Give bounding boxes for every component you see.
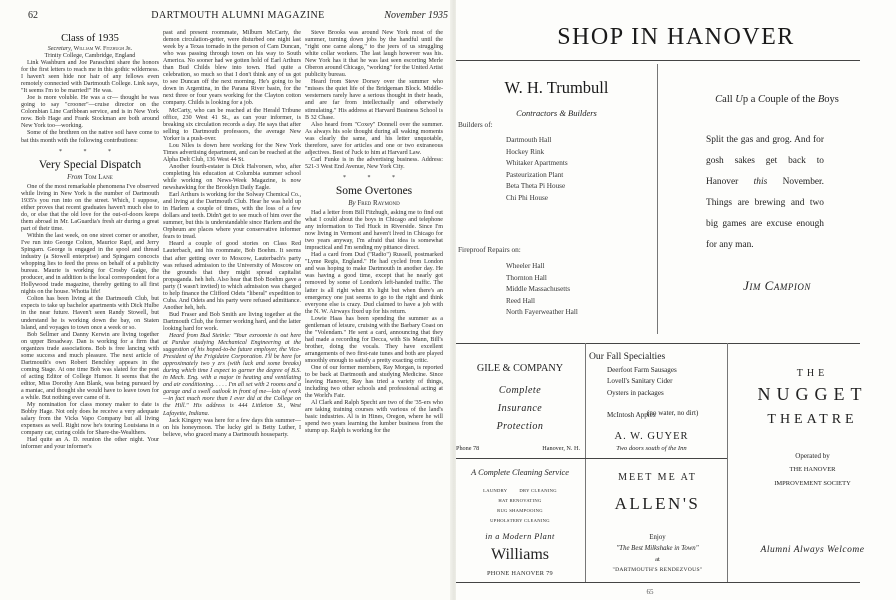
list-item: Reed Hall (506, 296, 535, 305)
list-item: Chi Phi House (506, 193, 548, 202)
list-item: North Fayerweather Hall (506, 308, 578, 317)
paragraph: My nomination for class money maker to date is Bobby Hage. Not only does he receive a very adequate salary from the Vicks Vapo Company but all living expenses as well. Right now he's touring Louisiana in a company car, curing colds for Share-the-Wealthers. (21, 402, 159, 437)
theatre-name-line1: THE (796, 368, 829, 379)
page-number-right: 65 (646, 588, 654, 596)
enjoy-label: Enjoy (649, 534, 666, 541)
byline-author: Tom Lane (84, 172, 113, 181)
page-number-left: 62 (28, 10, 38, 21)
builders-list (506, 135, 568, 205)
article-title: Some Overtones (335, 184, 413, 197)
advertisement-heading: MEET ME AT (618, 472, 697, 483)
advertisement-heading: A Complete Cleaning Service (471, 468, 569, 477)
allens-advertisement (590, 462, 725, 582)
service-item: UPHOLSTERY CLEANING (490, 518, 550, 523)
issue-date: November 1935 (384, 10, 448, 21)
list-item: Beta Theta Pi House (506, 182, 566, 191)
paragraph: Some of the brethren on the native soil have come to bat this month with the following contributions: (21, 130, 159, 144)
paragraph: Heard a couple of good stories on Class Red Lauterbach, and his roommate, Bob Boehm. It seems that after getting over to Moscow, Lauterbach's party was refused admission to the University of Moscow on the grounds that they might spread capitalist propaganda. heh heh. Also hear that Bob Boehm gave a party (I wasn't invited) to which admission was charged to help finance the Clifford Odets "liberal" expedition to Cuba. And Odets and his party were refused admittance. Another heh, heh. (163, 241, 301, 311)
advertising-page-title: SHOP IN HANOVER (557, 24, 795, 50)
paragraph: Bob Sellmer and Danny Kerwin are living together on upper Broadway. Dan is working for a firm that organizes trade associations. Bob is free lancing with some success and much pleasure. The next article of Dartmouth's own Robert Benchley appears in the coming Stage. At one time Bob was slated for the post of acting Editor of College Humor. It seems that the editor, Miss Dorothy Ann Blank, was being pursued by a maniac, and thought she would have to leave town for a while. But nothing ever came of it. (21, 331, 159, 402)
byline-prefix: From (67, 172, 83, 181)
list-item: McIntosh Apples (607, 411, 656, 420)
paragraph: Colton has been living at the Dartmouth Club, but expects to take up bachelor apartments with Dick Hulbe in the near future. Haven't seen Randy Stowell, but understand he is working down the bay, on Staten Island, and voyages to town once a week or so. (21, 296, 159, 331)
paragraph: Lou Niles is down here working for the New York Times advertising department, and can be reached at the Alpha Delt Club, 136 West 44 St. (163, 142, 301, 163)
rendezvous-label: "DARTMOUTH'S RENDEZVOUS" (612, 567, 703, 573)
list-item: Middle Massachusetts (506, 285, 571, 294)
list-item: Whitaker Apartments (506, 159, 568, 168)
phone-number: Phone 78 (456, 445, 480, 452)
article-title: Very Special Dispatch (38, 158, 142, 171)
article-byline (305, 199, 443, 208)
paragraph: Al Clark and Ralph Specht are two of the '35-ers who are taking training courses with various of the land's basic industries. Al is in Hines, Oregon, where he will spend two years learning the lumber business from the stump up. Ralph is working for the (305, 400, 443, 435)
operator-line2: IMPROVEMENT SOCIETY (774, 480, 851, 487)
advertisement-subheading: in a Modern Plant (485, 532, 555, 541)
list-item: Dartmouth Hall (506, 136, 552, 144)
theatre-name-line2: NUGGET (757, 384, 868, 404)
byline-prefix: By (348, 198, 356, 207)
section-divider-stars: * * * (343, 174, 405, 181)
trumbull-advertisement (456, 64, 657, 332)
at-label: at (655, 556, 660, 563)
article-column-2 (163, 30, 301, 439)
paragraph: Joe is more voluble. He was a cr— thought he was going to say "crooner"—cruise director on the Colombian Line Caribbean service, and is in New York now. Bob Hage and Frank Stockman are both around New York too—working. (21, 95, 159, 130)
article-column-1 (21, 30, 159, 451)
paragraph: Bud Fraser and Bob Smith are living together at the Dartmouth Club, the former working hard, and the latter looking hard for work. (163, 311, 301, 332)
advertisement-body (706, 130, 824, 256)
advertisement-headline (658, 94, 896, 105)
paragraph: Another fourth-estater is Dick Halvorsen, who, after completing his education at Columbia summer school while working on News-Week Magazine, is now newshawking for the Brooklyn Daily Eagle. (163, 163, 301, 192)
oysters-note: (no water, no dirt) (647, 409, 699, 417)
paragraph: Had a card from Dud ("Radio") Russell, postmarked "Lyme Regis, England." He had cycled from London and was hoping to make Dartmouth in another day. He was having a good time, except that he nearly got removed by some of London's left-handed traffic. The latter is all right when it's light but when there's an emergency one just seems to go to the right and think everyone else is crazy. Dud claimed to have a job with the N. W. Airways fixed up for his return. (305, 252, 443, 315)
guyer-advertisement (589, 347, 729, 455)
list-item: Wheeler Hall (506, 262, 545, 270)
phone-number: PHONE HANOVER 79 (486, 570, 554, 577)
repairs-list (506, 261, 578, 319)
list-item: Pasteurization Plant (506, 170, 564, 179)
theatre-name-line3: THEATRE (767, 412, 858, 427)
headline-text: all (722, 94, 736, 105)
paragraph: Also heard from "Coxey" Donnell over the summer. As always his sole thought during all waking moments was clearly the same, and his letter unquotable, therefore, save for articles and one or two extraneous adjectives. Best of l'uck to him at Harvard Law. (305, 121, 443, 156)
paragraph: past and present roommate, Milburn McCarty, the demon circulation-getter, were disturbed one night last week by a Texas tornado in the person of Cam Duncan, who was passing through town on his way to South America. No sooner had we gotten hold of Earl Arthurs than Bud Childs blew into town. Had quite a celebration, so much so that I don't think any of us got to see Duncan off the next morning. He's going to be down in Argentina, in the Parana River basin, for the next three or four years working for the Clayton cotton company. Childs is looking for a job. (163, 30, 301, 107)
section-title: Class of 1935 (61, 33, 119, 44)
headline-cap: C (758, 94, 766, 105)
paragraph: Jack Kingery was here for a few days this summer—on his honeymoon. The lucky girl is Betty Luther, I believe, who graced many a Dartmouth houseparty. (163, 417, 301, 438)
secretary-name: William W. Fitzhugh Jr. (73, 46, 133, 52)
gile-advertisement (456, 347, 584, 452)
service-item: LAUNDRY (483, 488, 508, 493)
tagline: Alumni Always Welcome (760, 545, 865, 555)
paragraph: One of our former members, Ray Morgan, is reported to be back at Dartmouth and studying Medicine. Since leaving Hanover, Ray has tried a variety of things, including two other schools and professional acting at the World's Fair. (305, 365, 443, 400)
horizontal-rule (456, 458, 727, 459)
operator-line1: THE HANOVER (789, 466, 836, 473)
secretary-label: Secretary, (47, 46, 73, 52)
magazine-title: DARTMOUTH ALUMNI MAGAZINE (151, 10, 325, 21)
list-item: Oysters in packages (607, 388, 664, 397)
paragraph: Had a letter from Bill Fitzhugh, asking me to find out what I could about the boys in Chicago and telephone any information to Ted Huck in Riverside. Since I'm now living in Vermont and haven't lived in Chicago for two years anyway, I'm afraid that idea is somewhat impractical and I'm sending my pittance direct. (305, 209, 443, 252)
williams-advertisement (456, 462, 584, 582)
paragraph: Had quite an A. D. reunion the other night. Your informer and your informer's (21, 437, 159, 451)
campion-advertisement (658, 64, 896, 332)
services-row (456, 488, 584, 493)
list-item: Thornton Hall (506, 273, 547, 282)
byline-author: Fred Raymond (357, 198, 400, 207)
nugget-theatre-advertisement (729, 340, 896, 590)
paragraph: McCarty, who can be reached at the Herald Tribune office, 230 West 41 St., as can your informer, is breaking six circulation records a day. He says that after selling to Dartmouth professors, the average New Yorker is a push-over. (163, 107, 301, 142)
section-divider-stars: * * * (59, 148, 121, 155)
operated-by-label: Operated by (795, 452, 830, 460)
paragraph: Lowie Haas has been spending the summer as a gentleman of leisure, cruising with the Barbary Coast on the "Volendam." He sent a card, announcing that they had made a recording for Decca, with Sis Mann, Bill's brother, doing the vocals. They have excellent arrangements of two first-rate tunes and both are played smoothly enough to satisfy a pretty exacting critic. (305, 315, 443, 364)
list-item: Lovell's Sanitary Cider (607, 377, 673, 386)
secretary-line (21, 46, 159, 53)
advertiser-signature: Jim Campion (743, 278, 811, 293)
advertiser-tagline: Contractors & Builders (516, 108, 597, 118)
paragraph: Heard from Bud Steinle: "Your exroomie is out here at Purdue studying Mechanical Engineering at the suggestion of his hoped-to-be future employer, the Vice-President of the Frigidaire Corporation. I'll be here for approximately two y zrs (with luck and some breaks) during which time I expect to garner the degree of B.S. in Mech. Eng. with a major in heating and ventilating and air conditioning. . . . . I'm all set with 2 rooms and a garage and a swell outlook in front of me—lots of work—in fact much more than I ever did at the College on the Hill." His address is 444 Littleton St., West Lafayette, Indiana. (163, 333, 301, 417)
article-column-3 (305, 30, 443, 435)
paragraph: One of the most remarkable phenomena I've observed while living in New York is the number of Dartmouth 1935's you run into on the street. Which, I suppose, either proves that recent graduates haven't much else to do, or else that the old love for the out-of-doors keeps them abroad in Mr. LaGuardia's fresh air during a great part of their time. (21, 183, 159, 232)
slogan: "The Best Milkshake in Town" (616, 545, 699, 552)
right-page (456, 0, 896, 600)
service-item: HAT RENOVATING (498, 498, 542, 503)
advertiser-name: GILE & COMPANY (476, 363, 564, 374)
headline-text: oys (824, 94, 839, 105)
paragraph: Steve Brooks was around New York most of the summer, turning down jobs by the handful until the "right one came along," to the jeers of us struggling white collar workers. The last laugh however was his. New York has it that he was last seen escorting Merle Oberon around Chicago, "working" for the United Artist publicity bureau. (305, 30, 443, 79)
headline-text: ouple of the (765, 94, 818, 105)
list-item: Hockey Rink (506, 147, 545, 156)
body-emphasis: this (753, 177, 768, 187)
paragraph: Carl Funke is in the advertising business. Address: 521-3 West End Avenue, New York City. (305, 156, 443, 170)
vertical-rule (585, 343, 586, 583)
advertiser-name: Williams (490, 546, 549, 563)
paragraph: Earl Arthurs is working for the Solway Chemical Co., and living at the Dartmouth Club. Hear he was held up in Harlem a couple of times, with the loss of a few dollars and teeth. Didn't get to see much of him over the summer, but this is understandable since Harlem and the Orpheum are places where your conservative informer fears to tread. (163, 192, 301, 241)
service-item: DRY CLEANING (519, 488, 557, 493)
paragraph: Link Washburn and Joe Paraschini share the honors for the first letters to reach me in this gothic wilderness. I haven't seen hide nor hair of any fellows even remotely connected with Dartmouth College. Link says, "It seems I'm to be married!" He was. (21, 60, 159, 95)
builders-label: Builders of: (458, 120, 493, 129)
secretary-address: Trinity College, Cambridge, England (44, 53, 136, 59)
advertiser-name: A. W. GUYER (614, 431, 689, 442)
advertisement-heading: Our Fall Specialties (589, 351, 666, 362)
paragraph: Heard from Steve Dorsey over the summer who "misses the quiet life of the Bridgeman Block. Middle-westerners rarely have a serious thought in their heads, and are far from intellectually and otherwisely stimulating." His address at Harvard Business School is B 32 Chase. (305, 79, 443, 121)
headline-cap: B (817, 94, 825, 105)
advertiser-name: W. H. Trumbull (504, 78, 609, 97)
repairs-label: Fireproof Repairs on: (458, 245, 521, 254)
ad-line: Complete (498, 385, 542, 396)
ad-line: Protection (496, 421, 544, 432)
body-text: November. Things are brewing and two big games are excuse enough for any man. (706, 177, 824, 250)
location: Hanover, N. H. (542, 445, 580, 452)
service-item: RUG SHAMPOOING (497, 508, 543, 513)
advertiser-address: Two doors south of the Inn (616, 445, 687, 452)
advertiser-name: ALLEN'S (614, 494, 701, 513)
paragraph: Within the last week, on one street corner or another, I've run into George Colton, Maurice Rapf, and Jerry Spingarn. George is engaged in the spool and thread industry (a Stowell enterprise) and Spingarn concocts whopping lies to feed the press on behalf of a publicity bureau. Maurie is working for Crosby Gaige, the producer, and in addition is the local correspondent for a Hollywood trade magazine, thereby getting to all first nights on the house. Whotta life! (21, 232, 159, 296)
article-byline (21, 173, 159, 182)
body-text: Split the gas and grog. And for gosh sakes get back to Hanover (706, 135, 824, 187)
list-item: Deerfoot Farm Sausages (607, 366, 677, 374)
running-header (28, 10, 448, 24)
headline-cap: C (715, 94, 723, 105)
headline-text: p a (742, 94, 759, 105)
horizontal-rule (456, 60, 860, 61)
ad-line: Insurance (497, 403, 543, 414)
headline-cap: U (735, 94, 743, 105)
